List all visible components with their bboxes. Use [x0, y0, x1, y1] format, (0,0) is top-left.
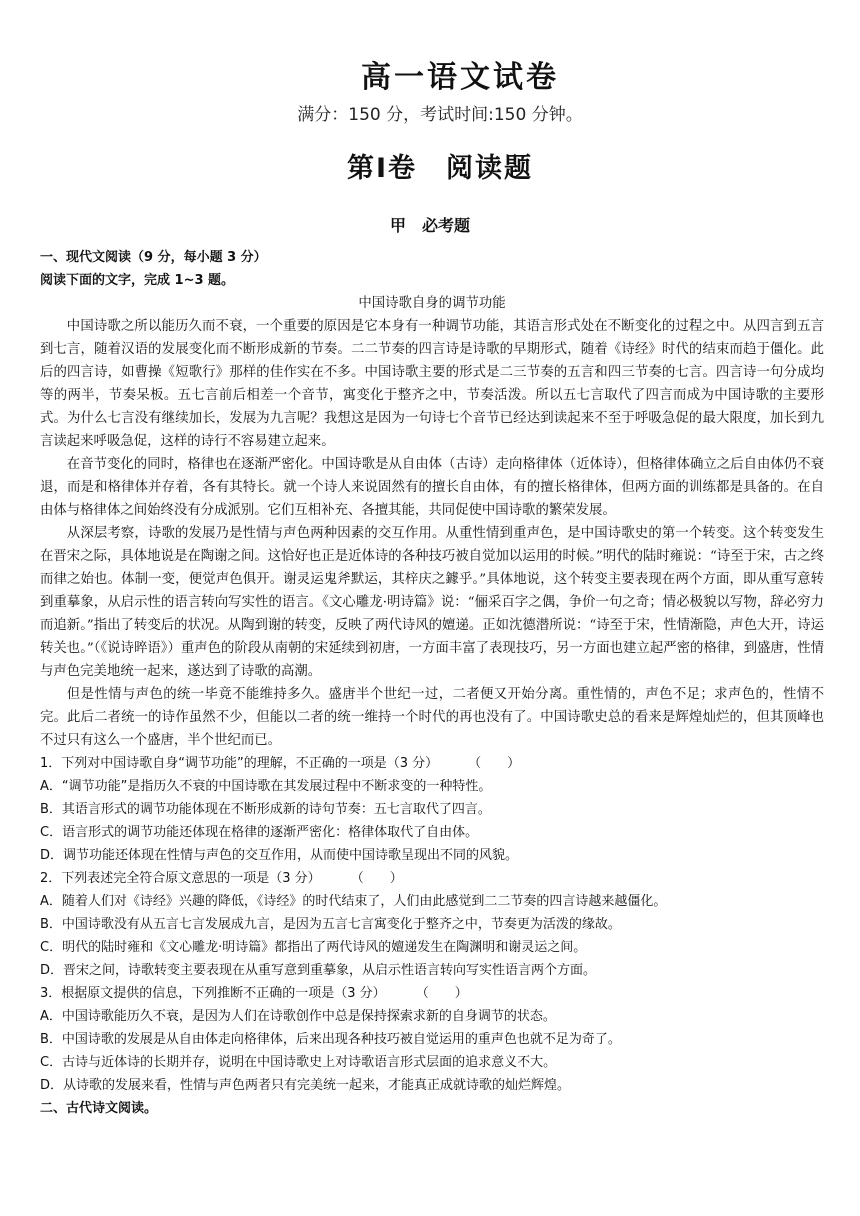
option: C．语言形式的调节功能还体现在格律的逐渐严密化：格律体取代了自由体。: [40, 825, 479, 840]
question-2: [40, 867, 824, 890]
article-paragraph: 中国诗歌之所以能历久而不衰，一个重要的原因是它本身有一种调节功能，其语言形式处在不断变化的过程之中。从四言到五言到七言，随着汉语的发展变化而不断形成新的节奏。二二节奏的四言诗是诗歌的早期形式，随着《诗经》时代的结束而趋于僵化。此后的四言诗，如曹操《短歌行》那样的佳作实在不多。中国诗歌主要的形式是二三节奏的五言和四三节奏的七言。四言诗一句分成均等的两半，节奏呆板。五七言前后相差一个音节，寓变化于整齐之中，节奏活泼。所以五七言取代了四言而成为中国诗歌的主要形式。为什么七言没有继续加长，发展为九言呢？我想这是因为一句诗七个音节已经达到读起来不至于呼吸急促的最大限度，加长到九言读起来呼吸急促，这样的诗行不容易建立起来。: [40, 319, 824, 449]
question-3: [40, 982, 824, 1005]
option: C．古诗与近体诗的长期并存，说明在中国诗歌史上对诗歌语言形式层面的追求意义不大。: [40, 1055, 557, 1070]
option: A．中国诗歌能历久不衰，是因为人们在诗歌创作中总是保持探索求新的自身调节的状态。: [40, 1009, 556, 1024]
option: C．明代的陆时雍和《文心雕龙·明诗篇》都指出了两代诗风的嬗递发生在陶渊明和谢灵运之间。: [40, 940, 587, 955]
option: B．其语言形式的调节功能体现在不断形成新的诗句节奏：五七言取代了四言。: [40, 802, 491, 817]
option: D．晋宋之间，诗歌转变主要表现在从重写意到重摹象，从启示性语言转向写实性语言两个方面。: [40, 963, 597, 978]
answer-paren: （ ）: [468, 756, 521, 771]
question-1: [40, 752, 824, 775]
section1-instruction: 阅读下面的文字，完成 1~3 题。: [40, 273, 235, 288]
question-1-stem: 1．下列对中国诗歌自身“调节功能”的理解，不正确的一项是（3 分）: [40, 756, 439, 771]
article-paragraph: 但是性情与声色的统一毕竟不能维持多久。盛唐半个世纪一过，二者便又开始分离。重性情的，声色不足；求声色的，性情不完。此后二者统一的诗作虽然不少，但能以二者的统一维持一个时代的再也没有了。中国诗歌史总的看来是辉煌灿烂的，但其顶峰也不过只有这么一个盛唐，半个世纪而已。: [40, 687, 824, 748]
option: A．随着人们对《诗经》兴趣的降低，《诗经》的时代结束了，人们由此感觉到二二节奏的四言诗越来越僵化。: [40, 894, 667, 909]
exam-subtitle: 满分：150 分，考试时间:150 分钟。: [297, 105, 583, 125]
answer-paren: （ ）: [350, 871, 403, 886]
part-a-heading: 甲 必考题: [389, 216, 470, 235]
article-paragraph: 从深层考察，诗歌的发展乃是性情与声色两种因素的交互作用。从重性情到重声色，是中国诗歌史的第一个转变。这个转变发生在晋宋之际，具体地说是在陶谢之间。这恰好也正是近体诗的各种技巧被自觉加以运用的时候。”明代的陆时雍说：“诗至于宋，古之终而律之始也。体制一变，便觉声色俱开。谢灵运鬼斧默运，其梓庆之鐻乎。”具体地说，这个转变主要表现在两个方面，即从重写意转到重摹象，从启示性的语言转向写实性的语言。《文心雕龙·明诗篇》说：“俪采百字之偶，争价一句之奇；情必极貌以写物，辞必穷力而追新。”指出了转变后的状况。从陶到谢的转变，反映了两代诗风的嬗递。正如沈德潜所说：“诗至于宋，性情渐隐，声色大开，诗运转关也。”（《说诗晬语》）重声色的阶段从南朝的宋延续到初唐，一方面丰富了表现技巧，另一方面也建立起严密的格律，到盛唐，性情与声色完美地统一起来，遂达到了诗歌的高潮。: [40, 526, 824, 679]
option: D．调节功能还体现在性情与声色的交互作用，从而使中国诗歌呈现出不同的风貌。: [40, 848, 519, 863]
article-paragraph: 在音节变化的同时，格律也在逐渐严密化。中国诗歌是从自由体（古诗）走向格律体（近体诗），但格律体确立之后自由体仍不衰退，而是和格律体并存着，各有其特长。就一个诗人来说固然有的擅长自由体，有的擅长格律体，但两方面的训练都是具备的。在自由体与格律体之间始终没有分成派别。它们互相补充、各擅其能，共同促使中国诗歌的繁荣发展。: [40, 457, 824, 518]
section1-heading: 一、现代文阅读（9 分，每小题 3 分）: [40, 250, 267, 265]
section2-heading: 二、古代诗文阅读。: [40, 1101, 158, 1116]
question-2-stem: 2．下列表述完全符合原文意思的一项是（3 分）: [40, 871, 321, 886]
answer-paren: （ ）: [415, 986, 468, 1001]
article-title: 中国诗歌自身的调节功能: [358, 296, 506, 311]
option: B．中国诗歌没有从五言七言发展成九言，是因为五言七言寓变化于整齐之中，节奏更为活泼的缘故。: [40, 917, 621, 932]
option: A．“调节功能”是指历久不衰的中国诗歌在其发展过程中不断求变的一种特性。: [40, 779, 492, 794]
exam-body: [40, 246, 824, 1120]
exam-title: 高一语文试卷: [361, 60, 559, 95]
volume-heading: 第Ⅰ卷 阅读题: [346, 153, 534, 184]
question-3-stem: 3．根据原文提供的信息，下列推断不正确的一项是（3 分）: [40, 986, 386, 1001]
option: B．中国诗歌的发展是从自由体走向格律体，后来出现各种技巧被自觉运用的重声色也就不足为奇了。: [40, 1032, 621, 1047]
option: D．从诗歌的发展来看，性情与声色两者只有完美统一起来，才能真正成就诗歌的灿烂辉煌。: [40, 1078, 571, 1093]
